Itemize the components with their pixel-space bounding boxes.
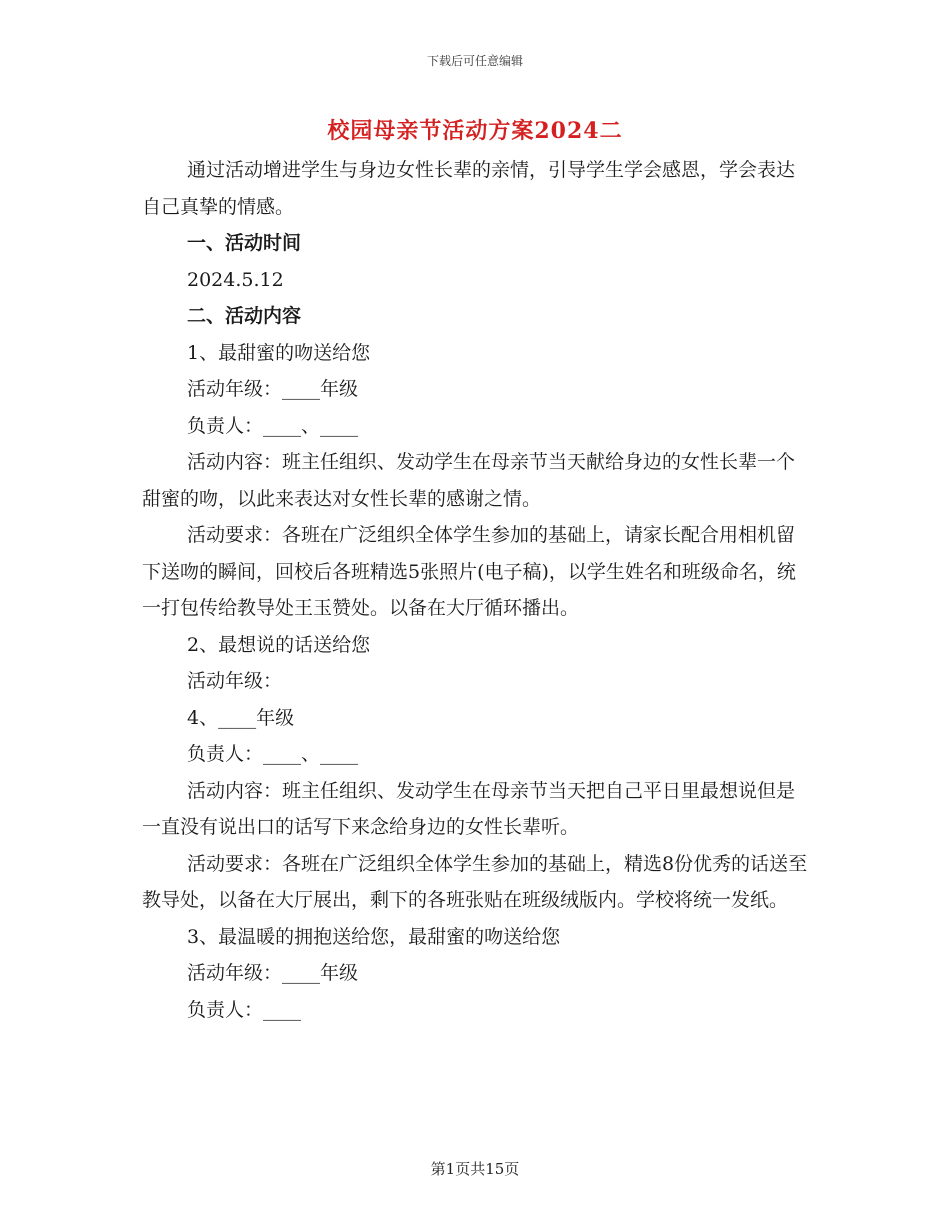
item-2-title: 2、最想说的话送给您 <box>187 633 371 656</box>
section-heading-time: 一、活动时间 <box>187 232 302 254</box>
section-heading-content: 二、活动内容 <box>187 305 302 327</box>
item-3-grade: 活动年级：____年级 <box>187 962 359 984</box>
item-2-owner: 负责人：____、____ <box>187 743 359 765</box>
document-body <box>142 152 810 1028</box>
item-2-grade: 活动年级： <box>187 670 283 692</box>
item-1-requirements: 活动要求：各班在广泛组织全体学生参加的基础上，请家长配合用相机留下送吻的瞬间，回校后各班精选5张照片(电子稿)，以学生姓名和班级命名，统一打包传给教导处王玉赞处。以备在大厅循环播出。 <box>142 524 796 619</box>
item-1-title: 1、最甜蜜的吻送给您 <box>187 341 371 364</box>
item-2-content: 活动内容：班主任组织、发动学生在母亲节当天把自己平日里最想说但是一直没有说出口的话写下来念给身边的女性长辈听。 <box>142 779 796 838</box>
intro-paragraph: 通过活动增进学生与身边女性长辈的亲情，引导学生学会感恩，学会表达自己真挚的情感。 <box>142 159 796 218</box>
item-2-requirements: 活动要求：各班在广泛组织全体学生参加的基础上，精选8份优秀的话送至教导处，以备在大厅展出，剩下的各班张贴在班级绒版内。学校将统一发纸。 <box>142 852 808 911</box>
item-1-content: 活动内容：班主任组织、发动学生在母亲节当天献给身边的女性长辈一个甜蜜的吻，以此来表达对女性长辈的感谢之情。 <box>142 451 796 510</box>
activity-date: 2024.5.12 <box>187 268 284 291</box>
item-3-owner: 负责人：____ <box>187 998 302 1021</box>
item-1-grade: 活动年级：____年级 <box>187 378 359 400</box>
item-1-owner: 负责人：____、____ <box>187 414 359 437</box>
item-3-title: 3、最温暖的拥抱送给您，最甜蜜的吻送给您 <box>187 925 561 948</box>
document-title: 校园母亲节活动方案2024二 <box>327 118 623 144</box>
item-2-grade-value: 4、____年级 <box>187 706 295 729</box>
page-header: 下载后可任意编辑 <box>426 54 523 68</box>
page-footer: 第1页共15页 <box>430 1160 520 1178</box>
